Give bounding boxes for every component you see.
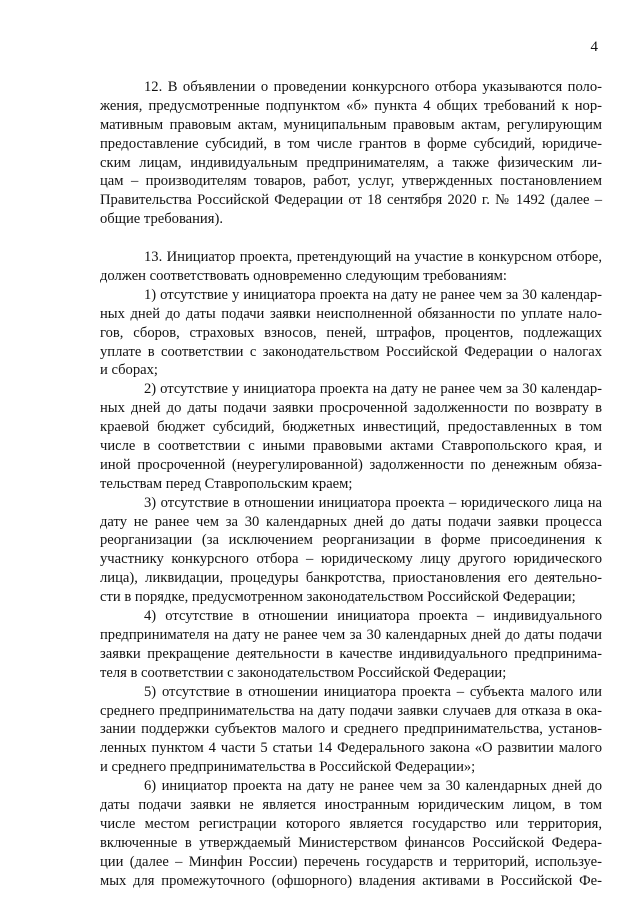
text-line: должен соответствовать одновременно следующим требованиям:	[100, 268, 507, 285]
text-line: ским лицам, индивидуальным предпринимателям, а также физическим ли-	[100, 154, 602, 171]
text-line: заявки прекращение деятельности в качестве индивидуального предпринима-	[100, 645, 602, 662]
paragraph-p12	[100, 78, 602, 229]
paragraph-p13-4	[100, 607, 602, 683]
text-line: числе в соответствии с иными правовыми актами Ставропольского края, и	[100, 438, 602, 455]
text-line: сти в порядке, предусмотренном законодательством Российской Федерации;	[100, 589, 576, 606]
text-line: 3) отсутствие в отношении инициатора проекта – юридического лица на	[144, 494, 602, 511]
text-line: и среднего предпринимательства в Российской Федерации»;	[100, 759, 476, 776]
text-line: предпринимателя на дату не ранее чем за 30 календарных дней до даты подачи	[100, 626, 602, 643]
paragraph-p13	[100, 248, 602, 286]
text-line: гов, сборов, страховых взносов, пеней, штрафов, процентов, подлежащих	[100, 324, 602, 341]
text-line: ных дней до даты подачи заявки неисполненной обязанности по уплате нало-	[100, 305, 602, 322]
paragraph-p13-3	[100, 494, 602, 607]
text-line: числе местом регистрации которого является государство или территория,	[100, 815, 602, 832]
document-body	[100, 78, 602, 890]
text-line: среднего предпринимательства на дату подачи заявки случаев для отказа в ока-	[100, 702, 602, 719]
text-line: теля в соответствии с законодательством Российской Федерации;	[100, 664, 507, 681]
text-line: краевой бюджет субсидий, бюджетных инвестиций, предоставленных в том	[100, 419, 602, 436]
text-line: включенные в утверждаемый Министерством финансов Российской Федера-	[100, 834, 602, 851]
paragraph-p13-5	[100, 683, 602, 777]
paragraph-gap	[100, 229, 602, 248]
text-line: даты подачи заявки не является иностранным юридическим лицом, в том	[100, 796, 602, 813]
text-line: реорганизации (за исключением реорганизации в форме присоединения к	[100, 532, 602, 549]
text-line: 4) отсутствие в отношении инициатора проекта – индивидуального	[144, 608, 602, 625]
text-line: 6) инициатор проекта на дату не ранее чем за 30 календарных дней до	[144, 778, 602, 795]
text-line: общие требования).	[100, 211, 223, 228]
text-line: предоставление субсидий, в том числе грантов в форме субсидий, юридиче-	[100, 135, 602, 152]
text-line: 12. В объявлении о проведении конкурсного отбора указываются поло-	[144, 79, 602, 95]
paragraph-p13-2	[100, 380, 602, 493]
text-line: цам – производителям товаров, работ, услуг, утвержденных постановлением	[100, 173, 602, 190]
text-line: 5) отсутствие в отношении инициатора проекта – субъекта малого или	[144, 683, 602, 700]
text-line: и сборах;	[100, 362, 158, 379]
text-line: 1) отсутствие у инициатора проекта на дату не ранее чем за 30 календар-	[144, 286, 602, 303]
text-line: лица), ликвидации, процедуры банкротства, приостановления его деятельно-	[100, 570, 602, 587]
paragraph-p13-1	[100, 286, 602, 380]
page-number: 4	[590, 39, 598, 55]
text-line: уплате в соответствии с законодательством Российской Федерации о налогах	[100, 343, 602, 360]
text-line: Правительства Российской Федерации от 18 сентября 2020 г. № 1492 (далее –	[100, 192, 602, 209]
text-line: ных дней до даты подачи заявки просроченной задолженности по возврату в	[100, 400, 602, 417]
text-line: зании поддержки субъектов малого и среднего предпринимательства, установ-	[100, 721, 602, 738]
paragraph-p13-6	[100, 777, 602, 890]
text-line: иной просроченной (неурегулированной) задолженности по денежным обяза-	[100, 456, 602, 473]
text-line: тельствам перед Ставропольским краем;	[100, 475, 353, 492]
text-line: ленных пунктом 4 части 5 статьи 14 Федерального закона «О развитии малого	[100, 740, 602, 757]
text-line: 13. Инициатор проекта, претендующий на участие в конкурсном отборе,	[144, 249, 602, 266]
text-line: участнику конкурсного отбора – юридическому лицу другого юридического	[100, 551, 602, 568]
text-line: ции (далее – Минфин России) перечень государств и территорий, используе-	[100, 853, 602, 870]
text-line: мативным правовым актам, муниципальным правовым актам, регулирующим	[100, 116, 602, 133]
text-line: дату не ранее чем за 30 календарных дней до даты подачи заявки процесса	[100, 513, 602, 530]
text-line: мых для промежуточного (офшорного) владения активами в Российской Фе-	[100, 872, 602, 889]
text-line: жения, предусмотренные подпунктом «б» пункта 4 общих требований к нор-	[100, 97, 602, 114]
text-line: 2) отсутствие у инициатора проекта на дату не ранее чем за 30 календар-	[144, 381, 602, 398]
